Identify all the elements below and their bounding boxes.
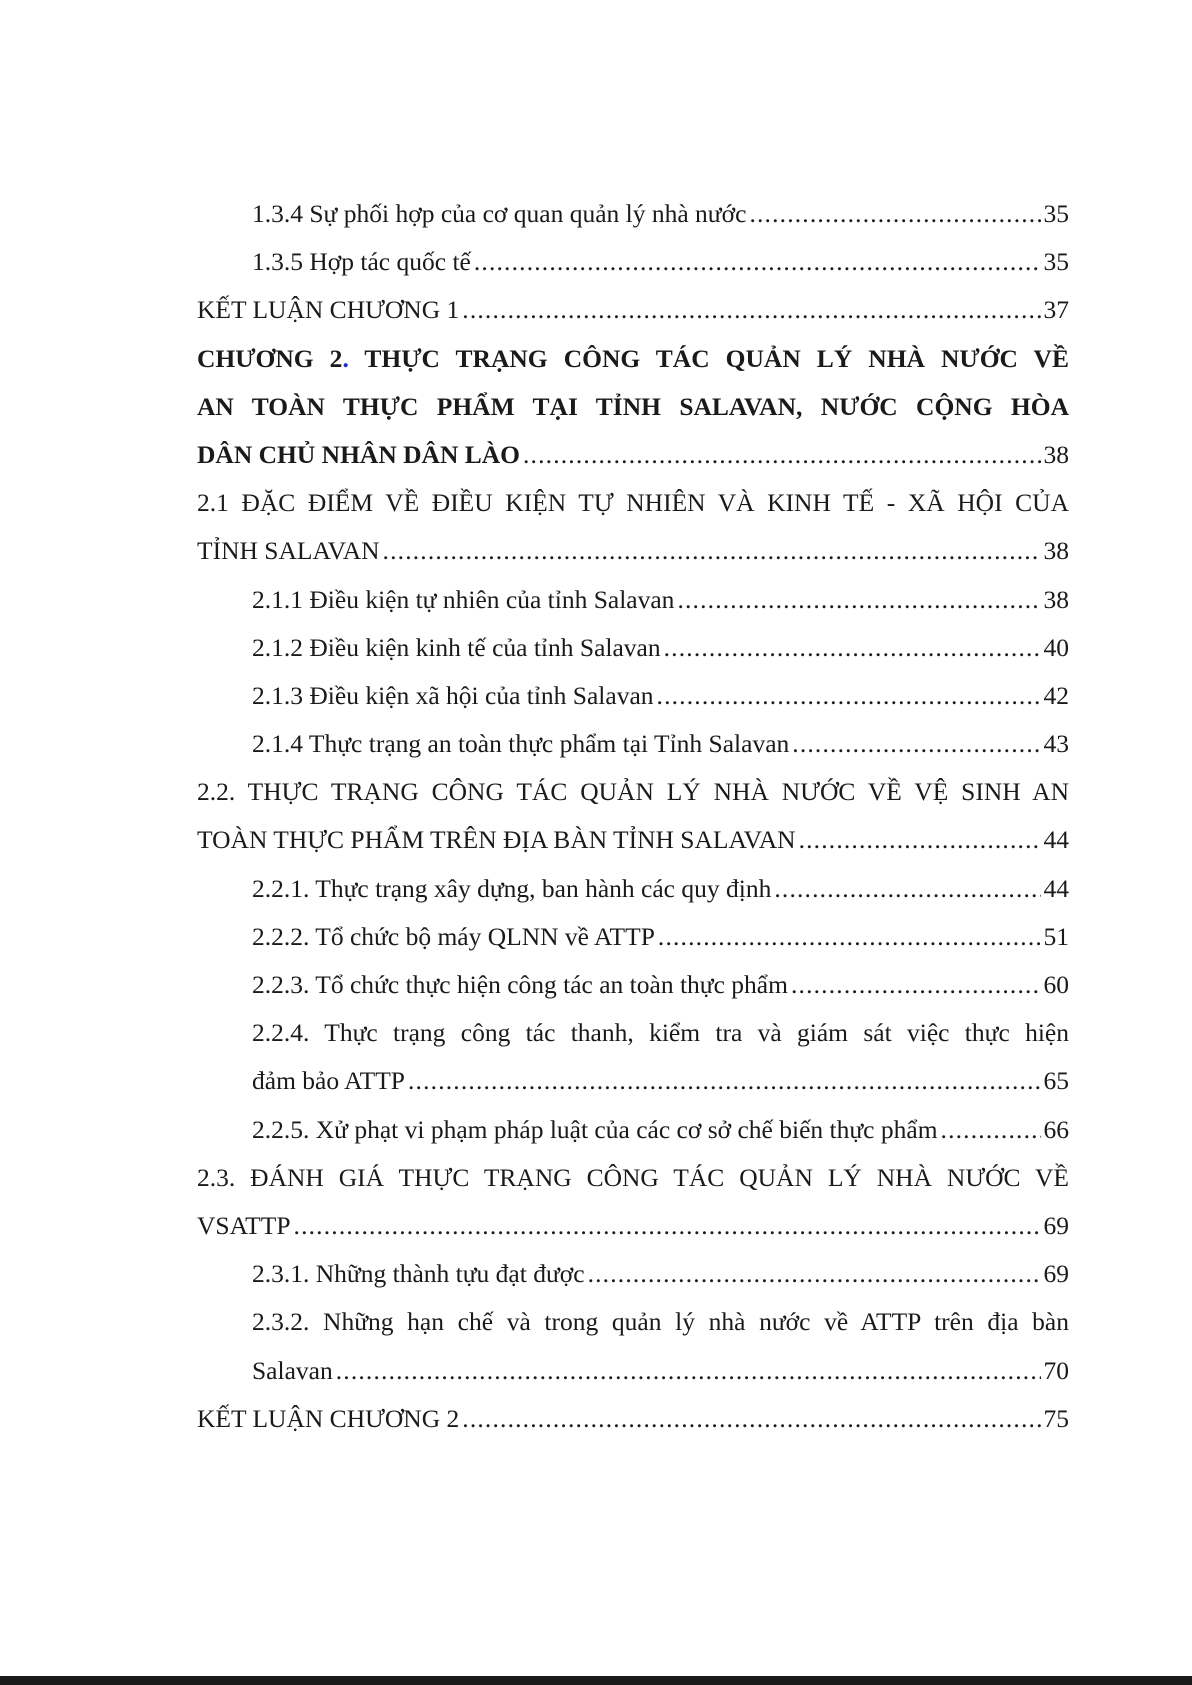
toc-entry-title: 2.2.2. Tổ chức bộ máy QLNN về ATTP bbox=[252, 921, 655, 951]
bottom-edge-bar bbox=[0, 1676, 1192, 1685]
dot-leader bbox=[657, 672, 1041, 720]
toc-page-number: 40 bbox=[1043, 632, 1069, 662]
section-2-2-heading-line-1: 2.2. THỰC TRẠNG CÔNG TÁC QUẢN LÝ NHÀ NƯỚC VỀ VỆ SINH AN bbox=[197, 777, 1069, 807]
toc-page-number: 42 bbox=[1043, 680, 1069, 710]
toc-page-number: 60 bbox=[1043, 970, 1069, 999]
section-2-3-heading-line-2: VSATTP bbox=[197, 1210, 291, 1240]
dot-leader bbox=[664, 624, 1041, 672]
toc-entry-1-3-4[interactable] bbox=[197, 190, 1069, 238]
toc-conclusion-chapter-2[interactable] bbox=[197, 1395, 1069, 1443]
dot-leader bbox=[749, 190, 1040, 238]
toc-section-2-1-line-2[interactable] bbox=[197, 527, 1069, 575]
dot-leader bbox=[799, 816, 1041, 864]
toc-entry-2-1-2[interactable] bbox=[197, 624, 1069, 672]
toc-entry-title: 2.2.1. Thực trạng xây dựng, ban hành các quy định bbox=[252, 873, 772, 903]
toc-conclusion-chapter-1[interactable] bbox=[197, 286, 1069, 334]
toc-entry-2-3-1[interactable] bbox=[197, 1250, 1069, 1298]
dot-leader bbox=[294, 1202, 1041, 1250]
toc-entry-1-3-5[interactable] bbox=[197, 238, 1069, 286]
dot-leader bbox=[383, 527, 1041, 575]
chapter-2-title-part-1: THỰC TRẠNG CÔNG TÁC QUẢN LÝ NHÀ NƯỚC VỀ bbox=[348, 343, 1069, 373]
entry-2-3-2-title-line-1: 2.3.2. Những hạn chế và trong quản lý nhà nước về ATTP trên địa bàn bbox=[252, 1307, 1069, 1337]
toc-entry-2-2-4-line-2[interactable] bbox=[197, 1057, 1069, 1105]
toc-entry-2-2-4-line-1[interactable] bbox=[197, 1009, 1069, 1057]
toc-page-number: 38 bbox=[1043, 536, 1069, 566]
toc-entry-title: 2.2.3. Tổ chức thực hiện công tác an toàn thực phẩm bbox=[252, 970, 788, 999]
toc-chapter-2-line-2[interactable] bbox=[197, 383, 1069, 431]
toc-page-number: 35 bbox=[1043, 199, 1069, 228]
toc-entry-title: 2.1.1 Điều kiện tự nhiên của tỉnh Salavan bbox=[252, 584, 675, 614]
toc-entry-2-3-2-line-1[interactable] bbox=[197, 1298, 1069, 1346]
toc-entry-2-1-3[interactable] bbox=[197, 672, 1069, 720]
section-2-1-heading-line-1: 2.1 ĐẶC ĐIỂM VỀ ĐIỀU KIỆN TỰ NHIÊN VÀ KINH TẾ - XÃ HỘI CỦA bbox=[197, 488, 1069, 518]
toc-section-2-3-line-2[interactable] bbox=[197, 1202, 1069, 1250]
toc-entry-2-1-1[interactable] bbox=[197, 576, 1069, 624]
chapter-2-heading-line-1 bbox=[197, 335, 1069, 383]
dot-leader bbox=[792, 720, 1040, 768]
toc-chapter-2-line-1[interactable] bbox=[197, 335, 1069, 383]
toc-entry-title: 2.3.1. Những thành tựu đạt được bbox=[252, 1259, 585, 1289]
toc-entry-title: 2.1.3 Điều kiện xã hội của tỉnh Salavan bbox=[252, 680, 654, 710]
toc-page-number: 70 bbox=[1043, 1355, 1069, 1385]
toc-page-number: 44 bbox=[1043, 825, 1069, 855]
toc-entry-2-2-3[interactable] bbox=[197, 961, 1069, 1009]
table-of-contents bbox=[197, 190, 1069, 1443]
toc-entry-title: KẾT LUẬN CHƯƠNG 2 bbox=[197, 1403, 460, 1433]
toc-section-2-2-line-2[interactable] bbox=[197, 816, 1069, 864]
toc-entry-title: KẾT LUẬN CHƯƠNG 1 bbox=[197, 295, 460, 325]
dot-leader bbox=[408, 1057, 1041, 1105]
dot-leader bbox=[474, 238, 1041, 286]
dot-leader bbox=[462, 286, 1040, 334]
dot-leader bbox=[658, 913, 1041, 961]
dot-leader bbox=[523, 431, 1041, 479]
toc-entry-title: 1.3.4 Sự phối hợp của cơ quan quản lý nhà nước bbox=[252, 199, 747, 228]
toc-section-2-1-line-1[interactable] bbox=[197, 479, 1069, 527]
dot-leader bbox=[941, 1106, 1041, 1154]
toc-entry-2-3-2-line-2[interactable] bbox=[197, 1347, 1069, 1395]
section-2-3-heading-line-1: 2.3. ĐÁNH GIÁ THỰC TRẠNG CÔNG TÁC QUẢN LÝ NHÀ NƯỚC VỀ bbox=[197, 1162, 1069, 1192]
toc-page-number: 69 bbox=[1043, 1259, 1069, 1289]
chapter-2-dot: . bbox=[342, 343, 349, 373]
toc-page-number: 43 bbox=[1043, 729, 1069, 759]
toc-section-2-2-line-1[interactable] bbox=[197, 768, 1069, 816]
dot-leader bbox=[462, 1395, 1040, 1443]
dot-leader bbox=[677, 576, 1040, 624]
toc-entry-title: 1.3.5 Hợp tác quốc tế bbox=[252, 247, 471, 277]
toc-page-number: 65 bbox=[1043, 1066, 1069, 1096]
toc-page-number: 75 bbox=[1043, 1403, 1069, 1433]
dot-leader bbox=[791, 961, 1041, 1009]
toc-entry-title: 2.1.2 Điều kiện kinh tế của tỉnh Salavan bbox=[252, 632, 661, 662]
entry-2-2-4-title-line-1: 2.2.4. Thực trạng công tác thanh, kiểm tra và giám sát việc thực hiện bbox=[252, 1018, 1069, 1048]
dot-leader bbox=[774, 865, 1040, 913]
toc-page-number: 51 bbox=[1043, 921, 1069, 951]
toc-page-number: 66 bbox=[1043, 1114, 1069, 1144]
toc-chapter-2-line-3[interactable] bbox=[197, 431, 1069, 479]
entry-2-3-2-title-line-2: Salavan bbox=[252, 1355, 333, 1385]
toc-entry-title: 2.2.5. Xử phạt vi phạm pháp luật của các cơ sở chế biến thực phẩm bbox=[252, 1114, 938, 1144]
toc-entry-2-2-2[interactable] bbox=[197, 913, 1069, 961]
toc-entry-2-1-4[interactable] bbox=[197, 720, 1069, 768]
chapter-2-heading-line-2: AN TOÀN THỰC PHẨM TẠI TỈNH SALAVAN, NƯỚC CỘNG HÒA bbox=[197, 391, 1069, 421]
dot-leader bbox=[588, 1250, 1041, 1298]
section-2-1-heading-line-2: TỈNH SALAVAN bbox=[197, 536, 380, 566]
toc-page-number: 44 bbox=[1043, 873, 1069, 903]
chapter-2-prefix: CHƯƠNG 2 bbox=[197, 343, 343, 373]
toc-page-number: 37 bbox=[1043, 295, 1069, 325]
dot-leader bbox=[336, 1347, 1041, 1395]
toc-page-number: 69 bbox=[1043, 1210, 1069, 1240]
toc-page-number: 38 bbox=[1043, 439, 1069, 469]
entry-2-2-4-title-line-2: đảm bảo ATTP bbox=[252, 1066, 405, 1096]
toc-section-2-3-line-1[interactable] bbox=[197, 1154, 1069, 1202]
toc-entry-2-2-1[interactable] bbox=[197, 865, 1069, 913]
section-2-2-heading-line-2: TOÀN THỰC PHẨM TRÊN ĐỊA BÀN TỈNH SALAVAN bbox=[197, 825, 796, 855]
toc-page-number: 38 bbox=[1043, 584, 1069, 614]
toc-entry-title: 2.1.4 Thực trạng an toàn thực phẩm tại Tỉnh Salavan bbox=[252, 729, 790, 759]
chapter-2-heading-line-3: DÂN CHỦ NHÂN DÂN LÀO bbox=[197, 439, 520, 469]
toc-entry-2-2-5[interactable] bbox=[197, 1106, 1069, 1154]
toc-page-number: 35 bbox=[1043, 247, 1069, 277]
